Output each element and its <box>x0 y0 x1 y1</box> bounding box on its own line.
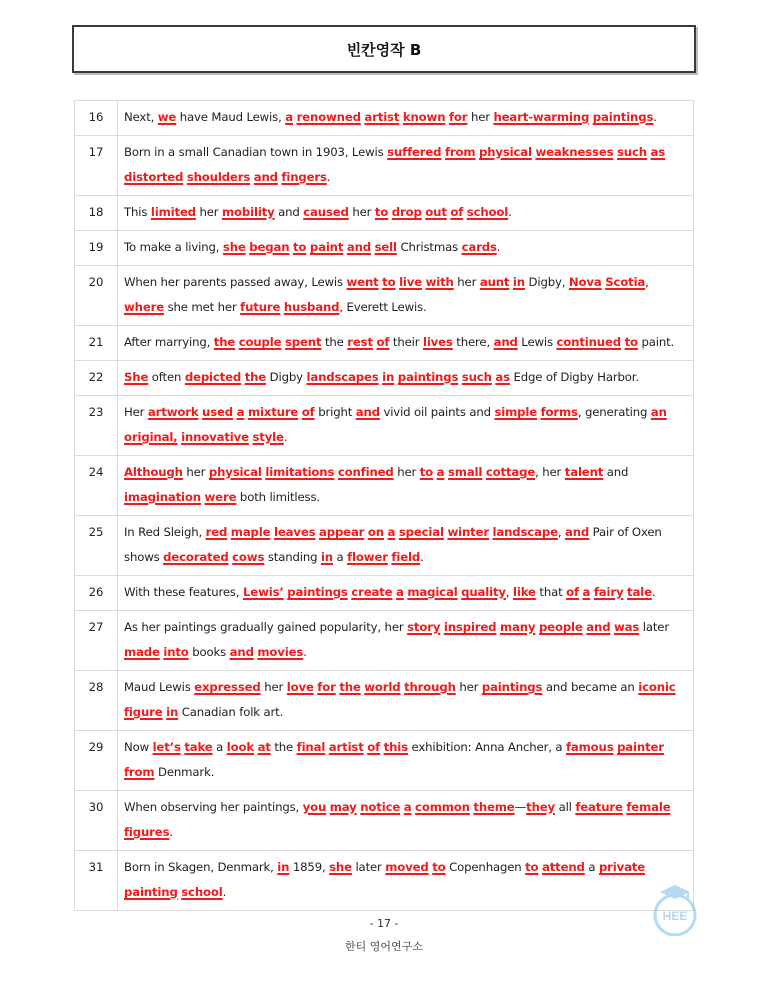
blank-answer: painting <box>124 885 178 899</box>
sentence-fragment: both limitless. <box>236 490 320 504</box>
page-number: - 17 - <box>369 917 399 930</box>
blank-answer: drop <box>391 205 422 219</box>
blank-answer: went <box>346 275 379 289</box>
sentence-fragment: all <box>555 800 576 814</box>
blank-answer: let’s <box>152 740 181 754</box>
blank-answer: she <box>222 240 246 254</box>
blank-answer: famous <box>565 740 614 754</box>
blank-answer: sell <box>374 240 397 254</box>
sentence-fragment: In Red Sleigh, <box>124 525 206 539</box>
blank-answer: quality <box>461 585 506 599</box>
blank-answer: cottage <box>485 465 536 479</box>
blank-answer: with <box>425 275 454 289</box>
sentence-fragment: . <box>303 645 307 659</box>
blank-answer: began <box>249 240 290 254</box>
blank-answer: school <box>181 885 223 899</box>
blank-answer: moved <box>385 860 429 874</box>
blank-answer: innovative <box>181 430 249 444</box>
sentence-fragment: . <box>420 550 424 564</box>
sentence-number: 30 <box>75 791 118 851</box>
blank-answer: rest <box>347 335 373 349</box>
sentence-fragment: her <box>182 465 209 479</box>
blank-answer: on <box>367 525 384 539</box>
sentence-number: 24 <box>75 456 118 516</box>
sentence-fragment: . <box>651 585 656 599</box>
blank-answer: small <box>447 465 483 479</box>
sentence-fragment: her <box>453 275 480 289</box>
sentence-fragment: Denmark. <box>154 765 215 779</box>
sentence-row <box>75 196 694 231</box>
sentence-fragment: When her parents passed away, Lewis <box>124 275 347 289</box>
sentence-fragment: . <box>222 885 227 899</box>
blank-answer: couple <box>238 335 282 349</box>
sentence-fragment: Christmas <box>396 240 462 254</box>
sentence-row <box>75 791 694 851</box>
blank-answer: physical <box>479 145 532 159</box>
blank-answer: decorated <box>163 550 229 564</box>
blank-answer: attend <box>542 860 585 874</box>
blank-answer: winter <box>447 525 489 539</box>
blank-answer: like <box>513 585 536 599</box>
blank-answer: aunt <box>479 275 510 289</box>
sentence-text <box>118 576 694 611</box>
sentence-fragment: bright <box>314 405 356 419</box>
sentence-fragment: exhibition: Anna Ancher, a <box>407 740 566 754</box>
sentence-row <box>75 326 694 361</box>
blank-answer: confined <box>337 465 394 479</box>
sentence-text <box>118 361 694 396</box>
blank-answer: an <box>650 405 667 419</box>
sentence-fragment: her <box>348 205 375 219</box>
blank-answer: talent <box>564 465 604 479</box>
blank-answer: world <box>364 680 401 694</box>
blank-answer: you <box>302 800 327 814</box>
blank-answer: Nova <box>568 275 602 289</box>
blank-answer: original, <box>124 430 178 444</box>
blank-answer: future <box>240 300 281 314</box>
blank-answer: figure <box>124 705 163 719</box>
blank-answer: of <box>376 335 390 349</box>
sentence-number: 23 <box>75 396 118 456</box>
blank-answer: such <box>617 145 647 159</box>
sentence-fragment: This <box>124 205 151 219</box>
blank-answer: and <box>564 525 590 539</box>
blank-answer: through <box>404 680 456 694</box>
sentence-row <box>75 101 694 136</box>
blank-answer: a <box>387 525 396 539</box>
blank-answer: limited <box>150 205 196 219</box>
sentence-number: 26 <box>75 576 118 611</box>
blank-answer: caused <box>303 205 349 219</box>
blank-answer: the <box>213 335 236 349</box>
sentence-text <box>118 266 694 326</box>
blank-answer: special <box>398 525 444 539</box>
sentence-row <box>75 396 694 456</box>
blank-answer: a <box>436 465 445 479</box>
blank-answer: cows <box>232 550 265 564</box>
sentence-fragment: Born in a small Canadian town in 1903, Lewis <box>124 145 388 159</box>
sentence-fragment: standing <box>264 550 321 564</box>
sentence-fragment: . <box>508 205 512 219</box>
blank-answer: flower <box>347 550 388 564</box>
sentence-fragment: To make a living, <box>124 240 223 254</box>
blank-answer: painter <box>617 740 664 754</box>
blank-answer: limitations <box>265 465 335 479</box>
blank-answer: to <box>525 860 539 874</box>
blank-answer: shoulders <box>186 170 251 184</box>
sentence-fragment: , <box>505 585 514 599</box>
blank-answer: and <box>346 240 371 254</box>
blank-answer: and <box>493 335 518 349</box>
blank-answer: lives <box>422 335 453 349</box>
blank-answer: in <box>166 705 179 719</box>
blank-answer: to <box>432 860 446 874</box>
sentence-table-body <box>75 101 694 911</box>
sentence-fragment: later <box>351 860 386 874</box>
blank-answer: known <box>402 110 446 124</box>
sentence-number: 27 <box>75 611 118 671</box>
blank-answer: look <box>226 740 254 754</box>
blank-answer: story <box>407 620 441 634</box>
blank-answer: landscape <box>492 525 558 539</box>
blank-answer: fingers <box>281 170 327 184</box>
blank-answer: was <box>613 620 640 634</box>
sentence-row <box>75 611 694 671</box>
blank-answer: a <box>396 585 404 599</box>
sentence-fragment: Digby <box>266 370 307 384</box>
blank-answer: such <box>461 370 492 384</box>
blank-answer: for <box>317 680 336 694</box>
blank-answer: mixture <box>247 405 299 419</box>
sentence-text <box>118 326 694 361</box>
blank-answer: field <box>391 550 421 564</box>
blank-answer: inspired <box>443 620 497 634</box>
blank-answer: to <box>292 240 307 254</box>
blank-answer: of <box>450 205 464 219</box>
sentence-number: 16 <box>75 101 118 136</box>
blank-answer: suffered <box>387 145 442 159</box>
sentence-fragment: , her <box>535 465 565 479</box>
sentence-fragment: a <box>332 550 348 564</box>
blank-answer: made <box>124 645 160 659</box>
sentence-text <box>118 231 694 266</box>
blank-answer: to <box>419 465 434 479</box>
blank-answer: weaknesses <box>535 145 614 159</box>
sentence-text <box>118 456 694 516</box>
sentence-fragment: a <box>584 860 599 874</box>
blank-answer: of <box>301 405 315 419</box>
blank-answer: live <box>399 275 423 289</box>
sentence-fragment: Her <box>124 405 148 419</box>
blank-answer: artist <box>364 110 400 124</box>
blank-answer: were <box>204 490 237 504</box>
blank-answer: depicted <box>184 370 242 384</box>
blank-answer: may <box>329 800 357 814</box>
sentence-fragment: After marrying, <box>124 335 214 349</box>
blank-answer: theme <box>473 800 515 814</box>
sentence-fragment: she met her <box>164 300 241 314</box>
blank-answer: in <box>277 860 290 874</box>
blank-answer: simple <box>494 405 537 419</box>
sentence-fragment: Born in Skagen, Denmark, <box>124 860 278 874</box>
blank-answer: appear <box>319 525 365 539</box>
sentence-row <box>75 731 694 791</box>
blank-answer: the <box>339 680 361 694</box>
sentence-fragment: . <box>326 170 331 184</box>
blank-answer: out <box>425 205 447 219</box>
sentence-fragment: her <box>393 465 420 479</box>
blank-answer: landscapes <box>306 370 379 384</box>
blank-answer: the <box>244 370 267 384</box>
blank-answer: a <box>403 800 412 814</box>
worksheet-title: 빈칸영작 B <box>72 25 696 73</box>
sentence-text <box>118 791 694 851</box>
sentence-fragment: With these features, <box>124 585 243 599</box>
sentence-number: 31 <box>75 851 118 911</box>
sentence-fragment: . <box>169 825 173 839</box>
sentence-number: 25 <box>75 516 118 576</box>
blank-answer: they <box>526 800 555 814</box>
sentence-fragment: her <box>467 110 494 124</box>
sentence-fragment: Lewis <box>517 335 557 349</box>
blank-answer: Scotia <box>605 275 646 289</box>
sentence-number: 19 <box>75 231 118 266</box>
blank-answer: paintings <box>397 370 459 384</box>
sentence-text <box>118 851 694 911</box>
blank-answer: heart-warming <box>493 110 590 124</box>
sentence-fragment: Next, <box>124 110 158 124</box>
blank-answer: tale <box>627 585 652 599</box>
sentence-fragment: Maud Lewis <box>124 680 195 694</box>
sentence-fragment: Copenhagen <box>445 860 526 874</box>
blank-answer: a <box>285 110 293 124</box>
blank-answer: this <box>383 740 408 754</box>
blank-answer: where <box>124 300 164 314</box>
sentence-fragment: the <box>321 335 348 349</box>
blank-answer: artwork <box>147 405 199 419</box>
blank-answer: to <box>382 275 396 289</box>
blank-answer: in <box>382 370 395 384</box>
blank-answer: Lewis’ <box>243 585 284 599</box>
blank-answer: love <box>286 680 314 694</box>
blank-answer: as <box>495 370 510 384</box>
blank-answer: private <box>598 860 646 874</box>
sentence-fragment: books <box>188 645 230 659</box>
blank-answer: she <box>329 860 352 874</box>
sentence-number: 17 <box>75 136 118 196</box>
sentence-fragment: Pair of Oxen shows <box>124 525 662 564</box>
sentence-fragment: there, <box>452 335 494 349</box>
blank-answer: She <box>124 370 149 384</box>
sentence-row <box>75 231 694 266</box>
sentence-fragment: As her paintings gradually gained popularity, her <box>124 620 408 634</box>
blank-answer: and <box>253 170 278 184</box>
blank-answer: and <box>229 645 254 659</box>
blank-answer: female <box>626 800 671 814</box>
hee-logo-icon <box>650 880 700 936</box>
sentence-fragment: Digby, <box>524 275 569 289</box>
sentence-fragment: — <box>514 800 527 814</box>
sentence-fragment: . <box>496 240 501 254</box>
blank-answer: at <box>257 740 271 754</box>
blank-answer: feature <box>575 800 623 814</box>
sentence-fragment: . <box>283 430 288 444</box>
sentence-row <box>75 671 694 731</box>
blank-answer: movies <box>257 645 304 659</box>
blank-answer: red <box>205 525 228 539</box>
logo-text: HEE <box>662 909 688 923</box>
sentence-number: 22 <box>75 361 118 396</box>
blank-answer: common <box>415 800 470 814</box>
sentence-text <box>118 396 694 456</box>
sentence-table <box>74 100 694 911</box>
blank-answer: renowned <box>296 110 361 124</box>
blank-answer: in <box>320 550 333 564</box>
blank-answer: paint <box>309 240 344 254</box>
blank-answer: paintings <box>287 585 348 599</box>
sentence-fragment: vivid oil paints and <box>379 405 495 419</box>
sentence-number: 28 <box>75 671 118 731</box>
sentence-fragment: , <box>645 275 649 289</box>
sentence-fragment: later <box>639 620 669 634</box>
sentence-fragment: the <box>270 740 297 754</box>
blank-answer: school <box>466 205 509 219</box>
blank-answer: spent <box>285 335 322 349</box>
sentence-row <box>75 136 694 196</box>
blank-answer: maple <box>230 525 271 539</box>
blank-answer: and <box>586 620 611 634</box>
blank-answer: for <box>448 110 468 124</box>
sentence-fragment: , generating <box>577 405 651 419</box>
sentence-fragment: her <box>260 680 287 694</box>
sentence-fragment: and <box>603 465 629 479</box>
sentence-text <box>118 516 694 576</box>
sentence-text <box>118 731 694 791</box>
blank-answer: paintings <box>592 110 654 124</box>
sentence-row <box>75 576 694 611</box>
blank-answer: figures <box>124 825 170 839</box>
sentence-fragment: have Maud Lewis, <box>176 110 286 124</box>
blank-answer: expressed <box>194 680 261 694</box>
blank-answer: people <box>538 620 583 634</box>
blank-answer: of <box>566 585 579 599</box>
blank-answer: husband <box>283 300 340 314</box>
blank-answer: in <box>512 275 525 289</box>
blank-answer: Although <box>124 465 183 479</box>
blank-answer: leaves <box>274 525 316 539</box>
sentence-fragment: that <box>535 585 567 599</box>
publisher-name: 한티 영어연구소 <box>345 940 423 953</box>
blank-answer: as <box>650 145 666 159</box>
blank-answer: fairy <box>593 585 624 599</box>
blank-answer: create <box>351 585 393 599</box>
sentence-text <box>118 671 694 731</box>
sentence-number: 20 <box>75 266 118 326</box>
sentence-number: 18 <box>75 196 118 231</box>
sentence-fragment: Canadian folk art. <box>178 705 284 719</box>
blank-answer: mobility <box>221 205 275 219</box>
sentence-fragment: Now <box>124 740 153 754</box>
sentence-fragment: When observing her paintings, <box>124 800 303 814</box>
sentence-text <box>118 136 694 196</box>
sentence-text <box>118 196 694 231</box>
sentence-fragment: . <box>653 110 657 124</box>
sentence-fragment: their <box>389 335 423 349</box>
sentence-fragment: often <box>148 370 185 384</box>
sentence-fragment: a <box>212 740 227 754</box>
blank-answer: we <box>157 110 177 124</box>
blank-answer: into <box>163 645 189 659</box>
blank-answer: final <box>296 740 326 754</box>
blank-answer: from <box>444 145 476 159</box>
blank-answer: magical <box>407 585 458 599</box>
blank-answer: forms <box>540 405 578 419</box>
blank-answer: distorted <box>124 170 184 184</box>
blank-answer: continued <box>556 335 621 349</box>
sentence-fragment: and became an <box>542 680 639 694</box>
sentence-text <box>118 611 694 671</box>
sentence-text <box>118 101 694 136</box>
sentence-fragment: her <box>195 205 222 219</box>
sentence-fragment: , Everett Lewis. <box>339 300 427 314</box>
blank-answer: take <box>184 740 213 754</box>
blank-answer: used <box>202 405 234 419</box>
blank-answer: of <box>367 740 381 754</box>
sentence-fragment: 1859, <box>289 860 330 874</box>
sentence-fragment: Edge of Digby Harbor. <box>509 370 639 384</box>
blank-answer: imagination <box>124 490 201 504</box>
blank-answer: cards <box>461 240 497 254</box>
blank-answer: a <box>582 585 591 599</box>
blank-answer: artist <box>328 740 364 754</box>
blank-answer: a <box>236 405 245 419</box>
blank-answer: from <box>124 765 155 779</box>
blank-answer: to <box>624 335 638 349</box>
sentence-fragment: her <box>455 680 482 694</box>
blank-answer: many <box>499 620 536 634</box>
sentence-number: 21 <box>75 326 118 361</box>
sentence-row <box>75 456 694 516</box>
sentence-fragment: paint. <box>637 335 675 349</box>
sentence-number: 29 <box>75 731 118 791</box>
blank-answer: to <box>374 205 389 219</box>
blank-answer: physical <box>208 465 262 479</box>
blank-answer: iconic <box>638 680 676 694</box>
sentence-row <box>75 266 694 326</box>
blank-answer: and <box>355 405 380 419</box>
sentence-row <box>75 361 694 396</box>
sentence-row <box>75 851 694 911</box>
sentence-fragment: and <box>274 205 304 219</box>
sentence-fragment: , <box>557 525 565 539</box>
sentence-row <box>75 516 694 576</box>
blank-answer: paintings <box>481 680 543 694</box>
blank-answer: style <box>252 430 284 444</box>
blank-answer: notice <box>360 800 401 814</box>
